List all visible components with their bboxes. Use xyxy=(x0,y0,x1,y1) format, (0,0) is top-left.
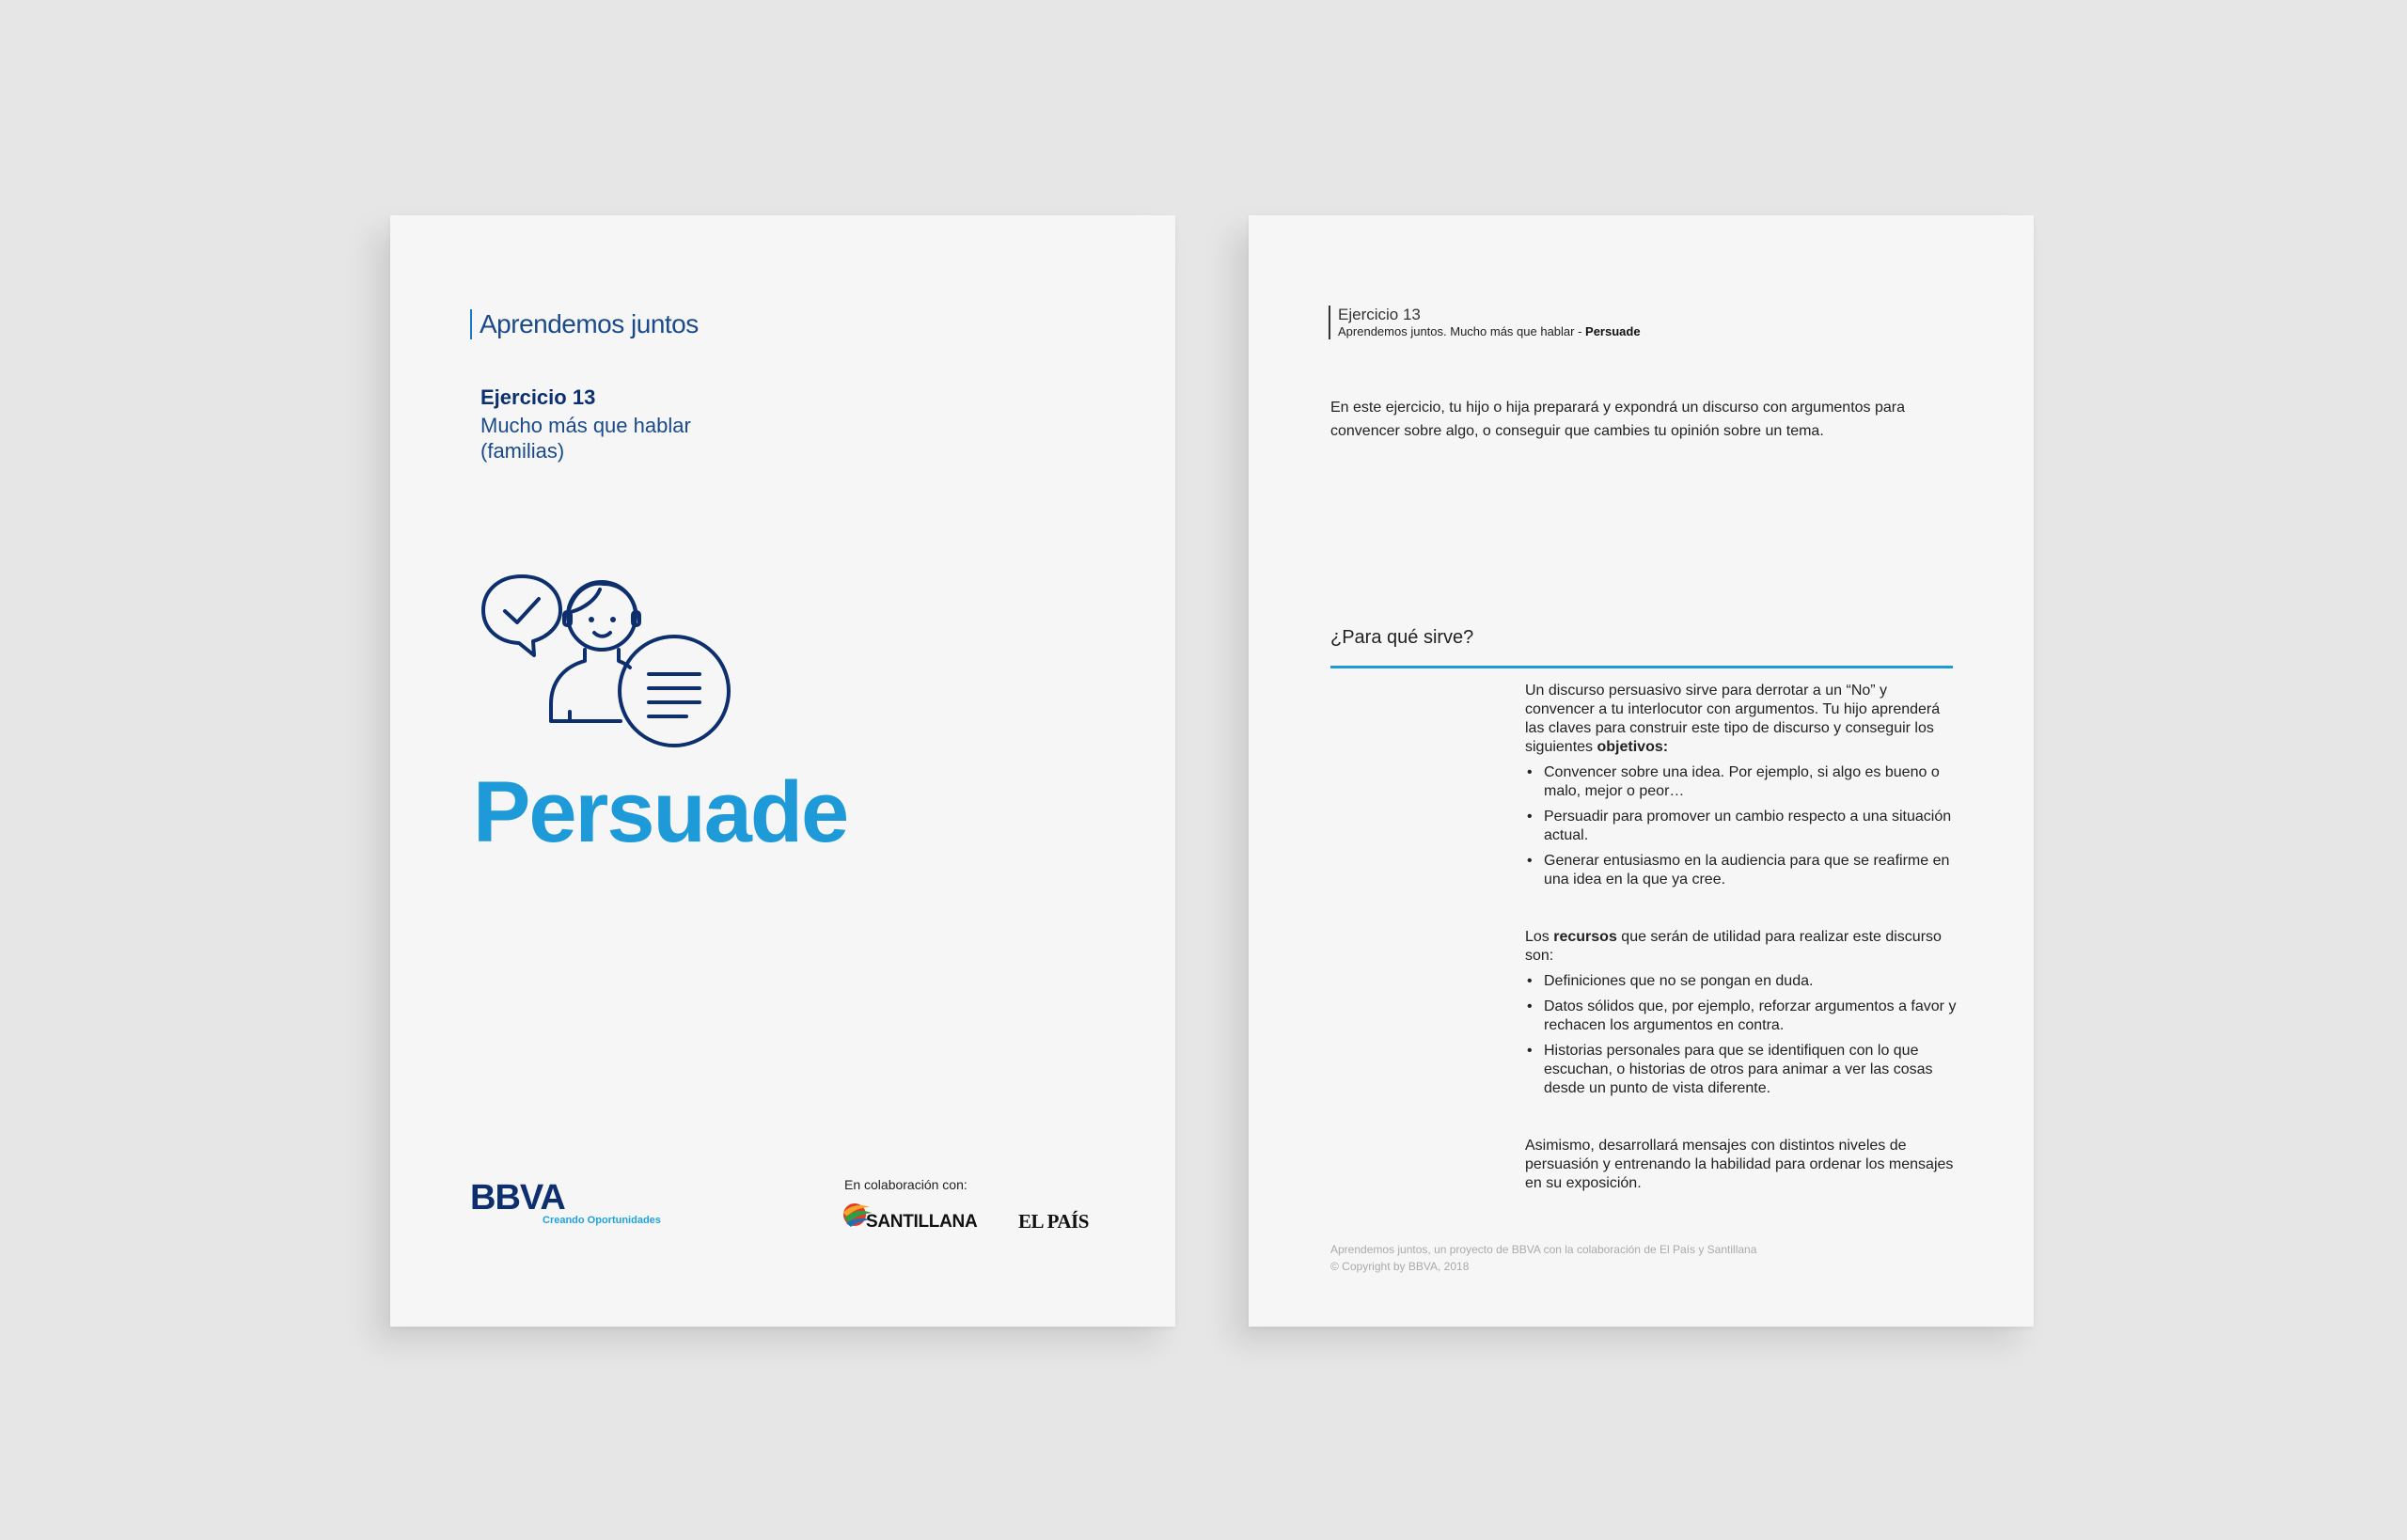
exercise-number: Ejercicio 13 xyxy=(480,385,596,409)
intro-paragraph: En este ejercicio, tu hijo o hija preparará y expondrá un discurso con argumentos para convencer sobre algo, o conseguir que cambies tu opinión sobre un tema. xyxy=(1330,400,1906,439)
main-title: Persuade xyxy=(473,764,848,860)
resources-list xyxy=(1525,972,1959,1098)
elpais-logo-text: EL PAÍS xyxy=(1018,1210,1089,1233)
header-subtitle xyxy=(1338,324,1641,339)
inner-page xyxy=(1249,215,2034,1327)
resources-paragraph xyxy=(1525,928,1959,966)
exercise-title-line1: Mucho más que hablar xyxy=(480,414,691,437)
page-header xyxy=(1329,306,1641,339)
series-title: Aprendemos juntos xyxy=(470,309,699,339)
header-subtitle-bold: Persuade xyxy=(1585,324,1641,338)
section-divider xyxy=(1330,666,1953,668)
section-body xyxy=(1525,682,1959,1193)
objectives-list xyxy=(1525,763,1959,889)
list-item: • Definiciones que no se pongan en duda. xyxy=(1525,972,1959,991)
collaboration-label: En colaboración con: xyxy=(844,1177,968,1192)
header-exercise: Ejercicio 13 xyxy=(1338,306,1421,323)
closing-paragraph: Asimismo, desarrollará mensajes con distintos niveles de persuasión y entrenando la habilidad para ordenar los mensajes en su exposición. xyxy=(1525,1138,1954,1191)
bbva-logo-text: BBVA xyxy=(470,1178,565,1216)
list-item: • Datos sólidos que, por ejemplo, reforzar argumentos a favor y rechacen los argumentos en contra. xyxy=(1525,998,1959,1035)
purpose-text: Un discurso persuasivo sirve para derrotar a un “No” y convencer a tu interlocutor con argumentos. Tu hijo aprenderá las claves para construir este tipo de discurso y conseguir los siguientes xyxy=(1525,683,1941,755)
bbva-logo xyxy=(470,1178,583,1216)
resources-post: que serán de utilidad para realizar este discurso son: xyxy=(1525,929,1942,964)
list-item: • Historias personales para que se identifiquen con lo que escuchan, o historias de otros para animar a ver las cosas desde un punto de vista diferente. xyxy=(1525,1042,1959,1098)
exercise-title-line2: (familias) xyxy=(480,439,565,463)
purpose-paragraph xyxy=(1525,682,1959,757)
persuasion-icon xyxy=(480,571,733,757)
page-footer xyxy=(1330,1241,1756,1275)
section-title: ¿Para qué sirve? xyxy=(1330,627,1474,648)
cover-page xyxy=(390,215,1175,1327)
purpose-bold: objetivos: xyxy=(1597,739,1669,755)
list-item: • Generar entusiasmo en la audiencia para que se reafirme en una idea en la que ya cree. xyxy=(1525,852,1959,889)
resources-bold: recursos xyxy=(1553,929,1617,945)
exercise-title xyxy=(480,413,725,464)
header-subtitle-text: Aprendemos juntos. Mucho más que hablar - xyxy=(1338,324,1586,338)
footer-line2: © Copyright by BBVA, 2018 xyxy=(1330,1260,1470,1273)
santillana-logo-text: SANTILLANA xyxy=(866,1212,978,1232)
resources-pre: Los xyxy=(1525,929,1554,945)
list-item: • Convencer sobre una idea. Por ejemplo, si algo es bueno o malo, mejor o peor… xyxy=(1525,763,1959,801)
bbva-tagline: Creando Oportunidades xyxy=(543,1215,661,1226)
footer-line1: Aprendemos juntos, un proyecto de BBVA con la colaboración de El País y Santillana xyxy=(1330,1243,1757,1256)
list-item: • Persuadir para promover un cambio respecto a una situación actual. xyxy=(1525,808,1959,845)
